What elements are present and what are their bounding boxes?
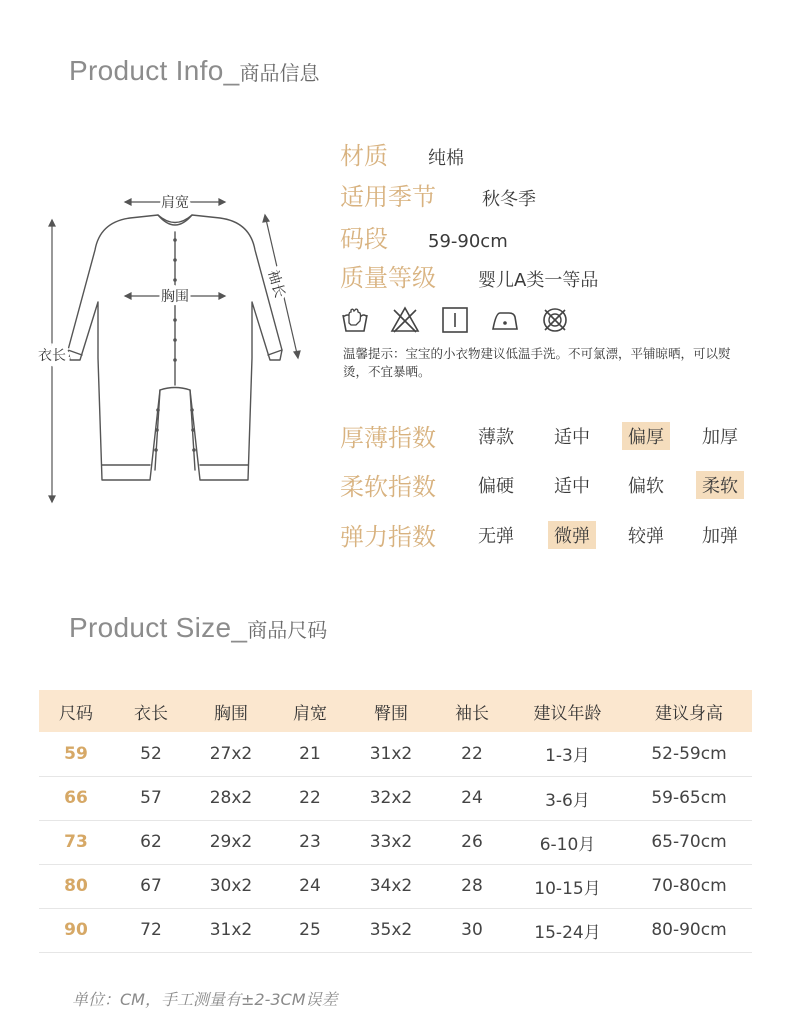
care-note: 温馨提示：宝宝的小衣物建议低温手洗。不可氯漂，平铺晾晒，可以熨烫，不宜暴晒。 bbox=[343, 346, 731, 379]
softness-index bbox=[340, 467, 760, 501]
romper-measurement-diagram bbox=[30, 180, 320, 520]
product-info-title-zh: 商品信息 bbox=[239, 61, 320, 85]
index-option: 加厚 bbox=[702, 427, 738, 448]
table-cell: 24 bbox=[435, 776, 509, 820]
product-size-title bbox=[69, 612, 327, 644]
index-option: 适中 bbox=[554, 427, 590, 448]
index-label: 厚薄指数 bbox=[340, 424, 436, 452]
index-label: 柔软指数 bbox=[340, 473, 436, 501]
size-code: 73 bbox=[39, 820, 113, 864]
table-cell: 3-6月 bbox=[509, 776, 626, 820]
table-cell: 57 bbox=[113, 776, 189, 820]
header-cell: 尺码 bbox=[39, 690, 113, 732]
table-cell: 1-3月 bbox=[509, 732, 626, 776]
product-info-title bbox=[69, 55, 319, 87]
table-row bbox=[39, 908, 752, 952]
table-cell: 52-59cm bbox=[626, 732, 752, 776]
attr-value: 婴儿A类一等品 bbox=[478, 270, 599, 291]
table-cell: 67 bbox=[113, 864, 189, 908]
table-cell: 27x2 bbox=[189, 732, 273, 776]
attr-key: 材质 bbox=[340, 142, 388, 170]
table-row bbox=[39, 820, 752, 864]
size-code: 66 bbox=[39, 776, 113, 820]
size-code: 90 bbox=[39, 908, 113, 952]
attr-size-range bbox=[340, 219, 508, 254]
attr-key: 质量等级 bbox=[340, 264, 436, 292]
table-cell: 28 bbox=[435, 864, 509, 908]
table-cell: 29x2 bbox=[189, 820, 273, 864]
chest-label: 胸围 bbox=[161, 289, 189, 305]
header-cell: 胸围 bbox=[189, 690, 273, 732]
size-code: 59 bbox=[39, 732, 113, 776]
index-option-selected: 柔软 bbox=[696, 471, 744, 499]
table-row bbox=[39, 732, 752, 776]
index-option: 较弹 bbox=[628, 526, 664, 547]
table-cell: 26 bbox=[435, 820, 509, 864]
table-cell: 59-65cm bbox=[626, 776, 752, 820]
index-option: 偏软 bbox=[628, 476, 664, 497]
product-size-title-en: Product Size_ bbox=[69, 612, 248, 643]
table-cell: 22 bbox=[435, 732, 509, 776]
index-label: 弹力指数 bbox=[340, 523, 436, 551]
table-cell: 24 bbox=[273, 864, 347, 908]
header-cell: 肩宽 bbox=[273, 690, 347, 732]
table-cell: 33x2 bbox=[347, 820, 435, 864]
shoulder-width-label: 肩宽 bbox=[161, 195, 189, 211]
attr-key: 码段 bbox=[340, 225, 388, 253]
header-cell: 袖长 bbox=[435, 690, 509, 732]
table-cell: 21 bbox=[273, 732, 347, 776]
table-cell: 62 bbox=[113, 820, 189, 864]
index-option: 偏硬 bbox=[478, 476, 514, 497]
table-cell: 30 bbox=[435, 908, 509, 952]
measurement-unit-note: 单位：CM，手工测量有±2-3CM误差 bbox=[72, 990, 338, 1009]
size-table-header bbox=[39, 690, 752, 732]
table-cell: 52 bbox=[113, 732, 189, 776]
table-cell: 31x2 bbox=[347, 732, 435, 776]
table-cell: 35x2 bbox=[347, 908, 435, 952]
table-cell: 15-24月 bbox=[509, 908, 626, 952]
attr-value: 秋冬季 bbox=[482, 189, 536, 210]
body-length-label: 衣长 bbox=[38, 348, 66, 364]
table-cell: 72 bbox=[113, 908, 189, 952]
attr-material bbox=[340, 136, 464, 171]
table-cell: 25 bbox=[273, 908, 347, 952]
no-bleach-icon bbox=[390, 305, 420, 335]
table-row bbox=[39, 776, 752, 820]
index-option: 薄款 bbox=[478, 427, 514, 448]
table-cell: 6-10月 bbox=[509, 820, 626, 864]
elasticity-index bbox=[340, 517, 760, 551]
sleeve-length-label: 袖长 bbox=[264, 268, 288, 300]
table-cell: 70-80cm bbox=[626, 864, 752, 908]
table-cell: 30x2 bbox=[189, 864, 273, 908]
table-cell: 22 bbox=[273, 776, 347, 820]
table-cell: 28x2 bbox=[189, 776, 273, 820]
index-option-selected: 偏厚 bbox=[622, 422, 670, 450]
size-table bbox=[39, 690, 752, 953]
index-option: 无弹 bbox=[478, 526, 514, 547]
header-cell: 臀围 bbox=[347, 690, 435, 732]
size-code: 80 bbox=[39, 864, 113, 908]
header-cell: 建议年龄 bbox=[509, 690, 626, 732]
product-size-title-zh: 商品尺码 bbox=[247, 618, 328, 642]
attr-value: 纯棉 bbox=[428, 148, 464, 169]
index-option: 适中 bbox=[554, 476, 590, 497]
hand-wash-icon bbox=[340, 305, 370, 335]
attr-quality-grade bbox=[340, 258, 598, 293]
attr-key: 适用季节 bbox=[340, 183, 436, 211]
header-cell: 衣长 bbox=[113, 690, 189, 732]
iron-low-icon bbox=[490, 305, 520, 335]
table-cell: 31x2 bbox=[189, 908, 273, 952]
attr-season bbox=[340, 177, 536, 212]
attr-value: 59-90cm bbox=[428, 231, 508, 252]
table-cell: 80-90cm bbox=[626, 908, 752, 952]
table-cell: 10-15月 bbox=[509, 864, 626, 908]
table-cell: 34x2 bbox=[347, 864, 435, 908]
header-cell: 建议身高 bbox=[626, 690, 752, 732]
no-tumble-dry-icon bbox=[540, 305, 570, 335]
table-cell: 23 bbox=[273, 820, 347, 864]
product-info-title-en: Product Info_ bbox=[69, 55, 240, 86]
table-cell: 65-70cm bbox=[626, 820, 752, 864]
line-dry-icon bbox=[440, 305, 470, 335]
care-icons bbox=[340, 305, 590, 335]
index-option: 加弹 bbox=[702, 526, 738, 547]
index-option-selected: 微弹 bbox=[548, 521, 596, 549]
table-row bbox=[39, 864, 752, 908]
thickness-index bbox=[340, 418, 760, 452]
table-cell: 32x2 bbox=[347, 776, 435, 820]
